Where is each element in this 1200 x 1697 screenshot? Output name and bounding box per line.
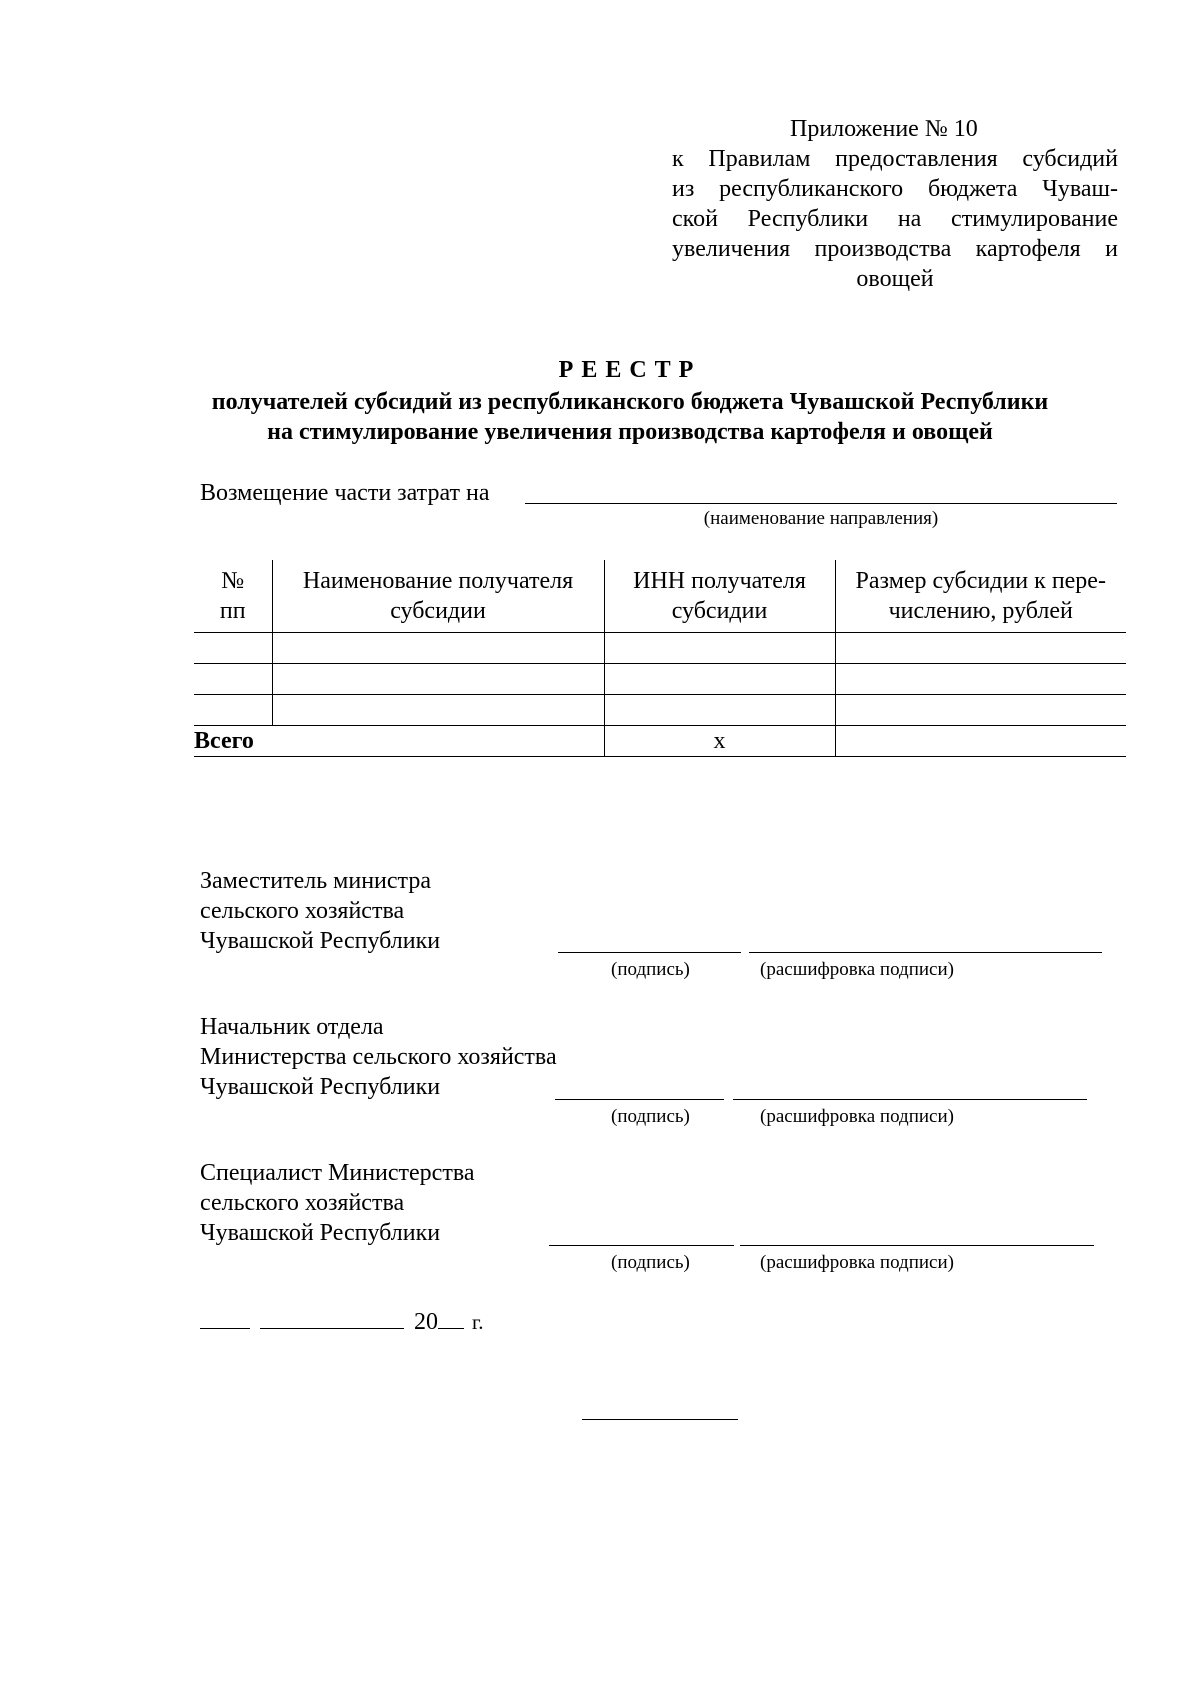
signature-decoding-line[interactable] <box>733 1099 1087 1100</box>
header-line: субсидии <box>671 598 768 624</box>
day-blank[interactable] <box>200 1306 250 1329</box>
header-line: № <box>221 568 245 594</box>
signatory-line: Чувашской Республики <box>200 928 441 954</box>
header-number <box>194 560 272 633</box>
table-cell[interactable] <box>194 664 272 695</box>
footer-separator <box>582 1419 738 1420</box>
header-line: Наименование получателя <box>302 568 574 594</box>
signature-decoding-hint: (расшифровка подписи) <box>760 1106 954 1127</box>
table-cell[interactable] <box>835 695 1126 726</box>
signature-decoding-hint: (расшифровка подписи) <box>760 1252 954 1273</box>
document-title <box>150 355 1110 447</box>
year-suffix: г. <box>472 1310 484 1334</box>
title-main: РЕЕСТР <box>558 357 702 383</box>
signature-block-specialist <box>200 1158 475 1248</box>
table-cell[interactable] <box>194 633 272 664</box>
header-line: ИНН получателя <box>633 568 806 594</box>
signatory-line: Чувашской Республики <box>200 1220 441 1246</box>
signature-hint: (подпись) <box>611 1252 690 1273</box>
appendix-number: Приложение № 10 <box>790 116 978 142</box>
table-cell[interactable] <box>194 695 272 726</box>
recipients-table <box>194 560 1126 757</box>
signatory-line: Заместитель министра <box>200 868 431 894</box>
signature-decoding-line[interactable] <box>740 1245 1094 1246</box>
table-cell[interactable] <box>272 695 604 726</box>
table-cell[interactable] <box>272 664 604 695</box>
signatory-line: Министерства сельского хозяйства <box>200 1044 557 1070</box>
signatory-line: Чувашской Республики <box>200 1074 441 1100</box>
appendix-line: к Правилам предоставления субсидий <box>672 146 1118 172</box>
table-cell[interactable] <box>835 664 1126 695</box>
header-line: Размер субсидии к пере- <box>855 568 1106 594</box>
total-inn-placeholder: x <box>604 726 835 757</box>
year-prefix: 20 <box>414 1309 438 1335</box>
reimbursement-label: Возмещение части затрат на <box>200 480 490 506</box>
signatory-line: сельского хозяйства <box>200 898 405 924</box>
appendix-line: ской Республики на стимулирование <box>672 206 1118 232</box>
header-recipient-name <box>272 560 604 633</box>
signatory-line: сельского хозяйства <box>200 1190 405 1216</box>
appendix-line: увеличения производства картофеля и <box>672 236 1118 262</box>
date-line <box>200 1306 484 1337</box>
header-line: пп <box>219 598 246 624</box>
signature-block-department-head <box>200 1012 557 1102</box>
header-inn <box>604 560 835 633</box>
table-cell[interactable] <box>604 695 835 726</box>
title-line-2: на стимулирование увеличения производства картофеля и овощей <box>267 419 993 445</box>
signature-line[interactable] <box>558 952 741 953</box>
signature-hint: (подпись) <box>611 959 690 980</box>
signature-line[interactable] <box>555 1099 724 1100</box>
table-row <box>194 633 1126 664</box>
table-row <box>194 664 1126 695</box>
signature-line[interactable] <box>549 1245 734 1246</box>
signature-block-deputy-minister <box>200 866 440 956</box>
reimbursement-fill-line[interactable] <box>525 503 1117 504</box>
table-row <box>194 695 1126 726</box>
reimbursement-hint: (наименование направления) <box>703 508 939 529</box>
signatory-line: Специалист Министерства <box>200 1160 475 1186</box>
header-subsidy-amount <box>835 560 1126 633</box>
appendix-block <box>672 114 1118 294</box>
table-cell[interactable] <box>604 664 835 695</box>
appendix-line: из республиканского бюджета Чуваш- <box>672 176 1118 202</box>
table-total-row <box>194 726 1126 757</box>
total-label: Всего <box>194 726 604 757</box>
table-cell[interactable] <box>272 633 604 664</box>
header-line: субсидии <box>390 598 486 624</box>
title-line-1: получателей субсидий из республиканского бюджета Чувашской Республики <box>211 389 1049 415</box>
header-line: числению, рублей <box>888 598 1073 624</box>
signature-hint: (подпись) <box>611 1106 690 1127</box>
total-amount-cell[interactable] <box>835 726 1126 757</box>
table-cell[interactable] <box>835 633 1126 664</box>
appendix-line-last: овощей <box>856 266 934 292</box>
month-blank[interactable] <box>260 1306 404 1329</box>
table-header-row <box>194 560 1126 633</box>
signature-decoding-hint: (расшифровка подписи) <box>760 959 954 980</box>
year-blank[interactable] <box>438 1306 464 1329</box>
signatory-line: Начальник отдела <box>200 1014 384 1040</box>
signature-decoding-line[interactable] <box>749 952 1102 953</box>
table-cell[interactable] <box>604 633 835 664</box>
